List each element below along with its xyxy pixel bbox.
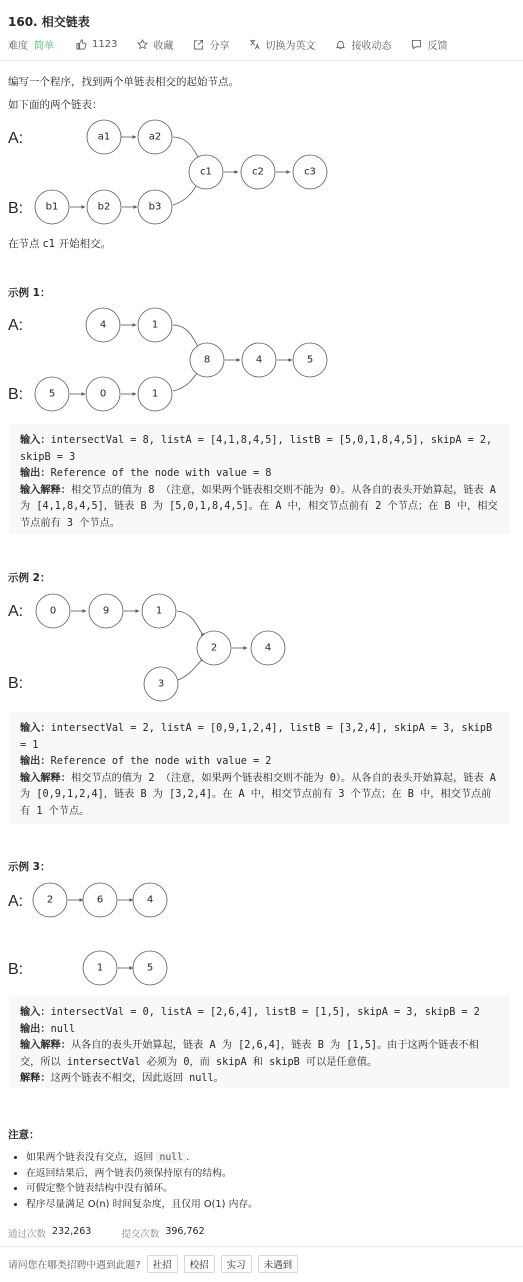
svg-text:6: 6 bbox=[96, 894, 104, 906]
description-after: 在节点 c1 开始相交。 bbox=[8, 238, 112, 250]
submitted-label: 提交次数 bbox=[121, 1229, 160, 1240]
node-c1 bbox=[189, 155, 223, 189]
problem-title: 160. 相交链表 bbox=[8, 15, 90, 29]
svg-text:5: 5 bbox=[146, 962, 154, 974]
svg-text:1: 1 bbox=[151, 319, 159, 331]
description-line-1: 编写一个程序，找到两个单链表相交的起始节点。 bbox=[8, 76, 239, 88]
ex2-node-c-1 bbox=[251, 631, 285, 665]
list-b-label: B: bbox=[8, 200, 24, 217]
svg-text:c1: c1 bbox=[200, 166, 212, 178]
ex1-explain: 相交节点的值为 8 （注意，如果两个链表相交则不能为 0）。从各自的表头开始算起，链表 A 为 [4,1,8,4,5]，链表 B 为 [5,0,1,8,4,5]。在 A 中，相交节点前有 2 个节点；在 B 中，相交节点前有 3 个节点。 bbox=[20, 484, 503, 529]
ex2-input-label: 输入： bbox=[20, 723, 51, 734]
ex3-input-label: 输入： bbox=[20, 1007, 51, 1018]
svg-text:c3: c3 bbox=[304, 166, 316, 178]
ex1-node-b-1 bbox=[86, 377, 120, 411]
ex1-output: Reference of the node with value = 8 bbox=[50, 468, 272, 479]
example-1-code bbox=[9, 424, 510, 534]
translate-icon bbox=[249, 39, 260, 50]
example-3-code bbox=[9, 996, 510, 1088]
ex3-node-a-0 bbox=[33, 883, 67, 917]
feedback-label: 反馈 bbox=[427, 40, 448, 52]
ex3-input: intersectVal = 0, listA = [2,6,4], listB = [1,5], skipA = 3, skipB = 2 bbox=[50, 1007, 480, 1018]
note-item: • 在返回结果后，两个链表仍须保持原有的结构。 bbox=[26, 1166, 258, 1182]
ex1-explain-label: 输入解释： bbox=[20, 484, 71, 496]
ex3-node-a-1 bbox=[83, 883, 117, 917]
ex3-node-b-1 bbox=[133, 951, 167, 985]
ex1-input: intersectVal = 8, listA = [4,1,8,4,5], listB = [5,0,1,8,4,5], skipA = 2, skipB = 3 bbox=[20, 435, 499, 463]
intro-linked-list-diagram bbox=[0, 115, 523, 230]
ex2-output-label: 输出： bbox=[20, 756, 51, 767]
example-3-list-b-label: B: bbox=[8, 961, 24, 978]
svg-text:8: 8 bbox=[203, 354, 211, 366]
share-button[interactable] bbox=[193, 37, 229, 52]
ex2-explain: 相交节点的值为 2 （注意，如果两个链表相交则不能为 0）。从各自的表头开始算起，链表 A 为 [0,9,1,2,4]，链表 B 为 [3,2,4]。在 A 中，相交节点前有 3 个节点；在 B 中，相交节点前有 1 个节点。 bbox=[20, 772, 503, 817]
example-1-diagram bbox=[0, 305, 523, 415]
example-2-list-b-label: B: bbox=[8, 675, 24, 692]
ex2-explain-label: 输入解释： bbox=[20, 772, 71, 784]
description-line-2: 如下面的两个链表： bbox=[8, 99, 103, 111]
note-item: • 程序尽量满足 O(n) 时间复杂度，且仅用 O(1) 内存。 bbox=[26, 1197, 258, 1213]
problem-meta-bar bbox=[8, 36, 515, 52]
svg-text:9: 9 bbox=[102, 605, 110, 617]
favorite-label: 收藏 bbox=[153, 40, 174, 52]
svg-text:5: 5 bbox=[306, 354, 314, 366]
svg-text:a1: a1 bbox=[97, 131, 111, 143]
example-1-list-b-label: B: bbox=[8, 386, 24, 403]
notify-label: 接收动态 bbox=[351, 40, 392, 52]
ex3-output-label: 输出： bbox=[20, 1023, 51, 1035]
list-a-label: A: bbox=[8, 130, 24, 147]
svg-text:4: 4 bbox=[99, 319, 107, 331]
svg-text:1: 1 bbox=[155, 605, 163, 617]
node-b3 bbox=[138, 190, 172, 224]
note-text: 如果两个链表没有交点，返回 bbox=[26, 1152, 154, 1163]
submission-stats bbox=[8, 1226, 235, 1240]
example-3-list-a-label: A: bbox=[8, 893, 24, 910]
feedback-button[interactable] bbox=[411, 37, 447, 52]
thumbs-up-icon bbox=[76, 39, 87, 50]
svg-text:1: 1 bbox=[151, 388, 159, 400]
svg-text:c2: c2 bbox=[252, 166, 264, 178]
star-icon bbox=[137, 39, 148, 50]
favorite-button[interactable] bbox=[137, 37, 173, 52]
svg-text:0: 0 bbox=[99, 388, 107, 400]
interview-question: 请问您在哪类招聘中遇到此题? bbox=[8, 1260, 141, 1271]
submitted-count: 396,762 bbox=[165, 1226, 205, 1237]
example-1-list-a-label: A: bbox=[8, 317, 24, 334]
ex1-output-label: 输出： bbox=[20, 468, 51, 479]
notes-list bbox=[26, 1150, 258, 1212]
passed-label: 通过次数 bbox=[8, 1229, 47, 1240]
ex1-node-c-1 bbox=[242, 343, 276, 377]
node-b2 bbox=[87, 190, 121, 224]
like-button[interactable] bbox=[76, 39, 117, 50]
passed-count: 232,263 bbox=[52, 1226, 92, 1237]
ex2-node-b-0 bbox=[144, 667, 178, 701]
example-1-title: 示例 1： bbox=[8, 287, 51, 299]
svg-text:4: 4 bbox=[255, 354, 263, 366]
header-divider bbox=[0, 60, 523, 61]
svg-text:2: 2 bbox=[210, 642, 218, 654]
ex2-node-a-1 bbox=[89, 594, 123, 628]
example-2-title: 示例 2： bbox=[8, 572, 51, 584]
stats-divider bbox=[0, 1246, 523, 1247]
svg-text:1: 1 bbox=[96, 962, 104, 974]
ex1-node-c-0 bbox=[190, 343, 224, 377]
ex3-node-b-0 bbox=[83, 951, 117, 985]
ex3-answer: 这两个链表不相交，因此返回 null。 bbox=[50, 1073, 224, 1084]
svg-text:b2: b2 bbox=[97, 201, 111, 213]
example-2-diagram bbox=[0, 590, 523, 705]
null-code: null bbox=[156, 1152, 186, 1163]
svg-text:0: 0 bbox=[49, 605, 57, 617]
ex2-input: intersectVal = 2, listA = [0,9,1,2,4], listB = [3,2,4], skipA = 3, skipB = 1 bbox=[20, 723, 499, 751]
node-c2 bbox=[241, 155, 275, 189]
ex1-node-b-2 bbox=[138, 377, 172, 411]
ex1-node-c-2 bbox=[293, 343, 327, 377]
ex1-node-a-0 bbox=[86, 308, 120, 342]
bell-icon bbox=[335, 39, 346, 50]
tag-internship[interactable]: 实习 bbox=[221, 1255, 252, 1273]
svg-text:5: 5 bbox=[48, 388, 56, 400]
share-icon bbox=[193, 39, 204, 50]
ex3-answer-label: 解释： bbox=[20, 1073, 51, 1084]
tag-campus-hire[interactable]: 校招 bbox=[184, 1255, 215, 1273]
translate-button[interactable] bbox=[249, 37, 315, 52]
ex1-input-label: 输入： bbox=[20, 435, 51, 446]
node-a2 bbox=[138, 120, 172, 154]
example-2-list-a-label: A: bbox=[8, 603, 24, 620]
example-3-title: 示例 3： bbox=[8, 861, 51, 873]
ex2-output: Reference of the node with value = 2 bbox=[50, 756, 272, 767]
ex3-node-a-2 bbox=[133, 883, 167, 917]
svg-text:4: 4 bbox=[146, 894, 154, 906]
svg-text:4: 4 bbox=[264, 642, 272, 654]
like-count: 1123 bbox=[92, 38, 118, 50]
translate-label: 切换为英文 bbox=[265, 40, 316, 52]
notes-title: 注意： bbox=[8, 1129, 40, 1141]
notify-button[interactable] bbox=[335, 37, 391, 52]
ex1-node-b-0 bbox=[35, 377, 69, 411]
difficulty-badge: 简单 bbox=[34, 40, 54, 52]
tag-not-encountered[interactable]: 未遇到 bbox=[258, 1255, 299, 1273]
node-c3 bbox=[293, 155, 327, 189]
ex3-output: null bbox=[50, 1023, 76, 1035]
svg-text:b1: b1 bbox=[45, 201, 59, 213]
svg-text:2: 2 bbox=[46, 894, 54, 906]
ex3-explain: 从各自的表头开始算起，链表 A 为 [2,6,4]，链表 B 为 [1,5]。由于这两个链表不相交，所以 intersectVal 必须为 0，而 skipA 和 skipB 可以是任意值。 bbox=[20, 1040, 479, 1068]
ex3-explain-label: 输入解释： bbox=[20, 1040, 71, 1051]
difficulty-label: 难度 bbox=[8, 40, 28, 52]
tag-social-hire[interactable]: 社招 bbox=[147, 1255, 178, 1273]
note-item: • 可假定整个链表结构中没有循环。 bbox=[26, 1181, 258, 1197]
ex2-node-c-0 bbox=[197, 631, 231, 665]
note-item bbox=[26, 1150, 258, 1166]
note-suffix: . bbox=[186, 1152, 190, 1163]
node-a1 bbox=[87, 120, 121, 154]
example-3-diagram bbox=[0, 878, 523, 988]
svg-text:b3: b3 bbox=[148, 201, 162, 213]
example-2-code bbox=[9, 712, 510, 824]
node-b1 bbox=[35, 190, 69, 224]
share-label: 分享 bbox=[209, 40, 230, 52]
feedback-icon bbox=[411, 39, 422, 50]
ex1-node-a-1 bbox=[138, 308, 172, 342]
svg-text:a2: a2 bbox=[148, 131, 162, 143]
interview-question-bar bbox=[8, 1255, 298, 1273]
svg-text:3: 3 bbox=[157, 678, 165, 690]
ex2-node-a-0 bbox=[36, 594, 70, 628]
ex2-node-a-2 bbox=[142, 594, 176, 628]
